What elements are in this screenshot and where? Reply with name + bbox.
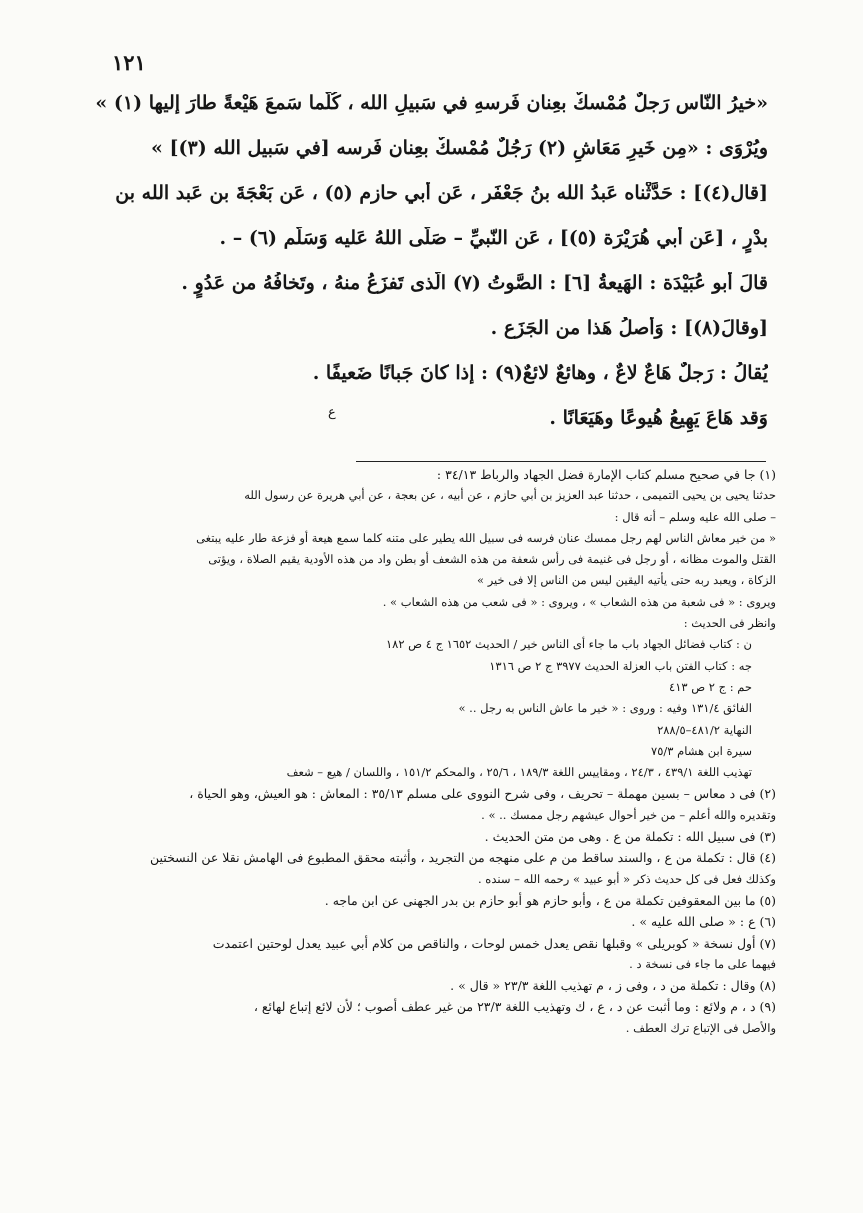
footnote-line: تهذيب اللغة ٤٣٩/١ ، ٢٤/٣ ، ومقاييس اللغة ١٨٩/٣ ، ٢٥/٦ ، والمحكم ١٥١/٢ ، واللسان / هيع – شعف xyxy=(286,765,752,780)
footnote-line: وتقديره والله أعلم – من خير أحوال عيشهم رجل ممسك .. » . xyxy=(481,807,776,822)
margin-mark: ع xyxy=(328,405,336,420)
text-line: بدْرٍ ، [عَن أبي هُرَيْرَة (٥)] ، عَن النّبيِّ – صَلّى اللهُ عَليه وَسَلّم (٦) – . xyxy=(219,227,768,249)
footnote-line: فيهما على ما جاء فى نسخة د . xyxy=(629,956,776,971)
footnote-line: « من خير معاش الناس لهم رجل ممسك عنان فرسه فى سبيل الله يطير على متنه كلما سمع هيعة أو فزعة طار عليه يبتغى xyxy=(196,530,776,545)
footnote-line: الزكاة ، ويعبد ربه حتى يأتيه اليقين ليس من الناس إلا فى خير » xyxy=(477,573,776,588)
footnote-line: (٣) فى سبيل الله : تكملة من ع . وهى من متن الحديث . xyxy=(484,829,776,845)
footnote-line: (٧) أول نسخة « كوبريلى » وقبلها نقص يعدل خمس لوحات ، والناقص من كلام أبي عبيد يعدل لوحتين اعتمدت xyxy=(212,935,776,951)
footnotes xyxy=(96,464,776,1039)
text-line: [قال(٤)] : حَدَّثْناه عَبدُ الله بنُ جَعْفَر ، عَن أبي حازم (٥) ، عَن بَعْجَةَ بن عَبد الله بن xyxy=(115,182,768,204)
footnote-line: الفائق ١٣١/٤ وفيه : وروى : « خير ما عاش الناس به رجل .. » xyxy=(458,701,752,716)
footnote-line: (٥) ما بين المعقوفين تكملة من ع ، وأبو حازم هو أبو حازم بن بدر الجهنى عن ابن ماجه . xyxy=(324,892,776,908)
footnote-line: وانظر فى الحديث : xyxy=(683,616,776,631)
page-number: ١٢١ xyxy=(112,50,146,75)
footnote-line: سيرة ابن هشام ٧٥/٣ xyxy=(651,743,752,758)
footnote-line: (١) جا في صحيح مسلم كتاب الإمارة فضل الجهاد والرباط ٣٤/١٣ : xyxy=(436,467,776,482)
footnote-line: ن : كتاب فضائل الجهاد باب ما جاء أى الناس خير / الحديث ١٦٥٢ ج ٤ ص ١٨٢ xyxy=(385,637,752,652)
footnote-line: ويروى : « فى شعبة من هذه الشعاب » ، ويروى : « فى شعب من هذه الشعاب » . xyxy=(382,594,776,609)
footnote-line: (٤) قال : تكملة من ع ، والسند ساقط من م على منهجه من التجريد ، وأثبته محقق المطبوع فى الهامش نقلا عن النسختين xyxy=(150,850,776,866)
footnote-line: النهاية ٤٨١/٢–٢٨٨/٥ xyxy=(657,722,752,737)
footnote-line: (٦) ع : « صلى الله عليه » . xyxy=(631,914,776,930)
footnote-line: وكذلك فعل فى كل حديث ذكر « أبو عبيد » رحمه الله – سنده . xyxy=(477,871,776,886)
text-line: «خيرُ النّاس رَجلٌ مُمْسكٌ بعِنان فَرسهِ في سَبيلِ الله ، كُلّما سَمعَ هَيْعةً طارَ إليها (١) » xyxy=(95,92,768,114)
footnote-line: (٨) وقال : تكملة من د ، وفى ز ، م تهذيب اللغة ٢٣/٣ « قال » . xyxy=(450,978,776,994)
text-line: ويُرْوَى : «مِن خَيرِ مَعَاشِ (٢) رَجُلٌ مُمْسكٌ بعِنان فَرسه [في سَبيل الله (٣)] » xyxy=(151,137,768,159)
text-line: يُقالُ : رَجلٌ هَاعٌ لاعٌ ، وهائعٌ لائعٌ(٩) : إذا كانَ جَبانًا ضَعيفًا . xyxy=(312,362,768,384)
footnote-line: والأصل فى الإتباع ترك العطف . xyxy=(625,1020,776,1035)
text-line: قالَ أبو عُبَيْدَة : الهَيعةُ [٦] : الصَّوتُ (٧) الّذى تَفزَعُ منهُ ، وتَخافُهُ من عَدُوٍ . xyxy=(181,272,768,294)
footnote-line: القتل والموت مظانه ، أو رجل فى غنيمة فى رأس شعفة من هذه الشعف أو بطن واد من هذه الأودية يقيم الصلاة ، ويؤتى xyxy=(208,552,776,567)
main-text xyxy=(88,92,768,452)
footnote-line: حم : ج ٢ ص ٤١٣ xyxy=(669,679,752,694)
footnote-line: جه : كتاب الفتن باب العزلة الحديث ٣٩٧٧ ج ٢ ص ١٣١٦ xyxy=(489,658,752,673)
footnote-line: حدثنا يحيى بن يحيى التميمى ، حدثنا عبد العزيز بن أبي حازم ، عن أبيه ، عن بعجة ، عن أبي هريرة عن رسول الله xyxy=(244,488,776,503)
text-line: [وقالَ(٨)] : وَأَصلُ هَذا من الجَزَع . xyxy=(490,317,768,339)
footnote-line: (٢) فى د معاس – بسين مهملة – تحريف ، وفى شرح النووى على مسلم ٣٥/١٣ : المعاش : هو العيش، وهو الحياة ، xyxy=(189,786,776,802)
footnote-line: (٩) د ، م ولائع : وما أثبت عن د ، ع ، ك وتهذيب اللغة ٢٣/٣ من غير عطف أصوب ؛ لأن لائع إتباع لهائع ، xyxy=(253,999,776,1015)
footnote-divider xyxy=(356,461,766,462)
footnote-line: – صلى الله عليه وسلم – أنه قال : xyxy=(614,509,776,524)
text-line: وَقد هَاعَ يَهِيعُ هُيوعًا وهَيَعَانًا . xyxy=(549,407,768,429)
